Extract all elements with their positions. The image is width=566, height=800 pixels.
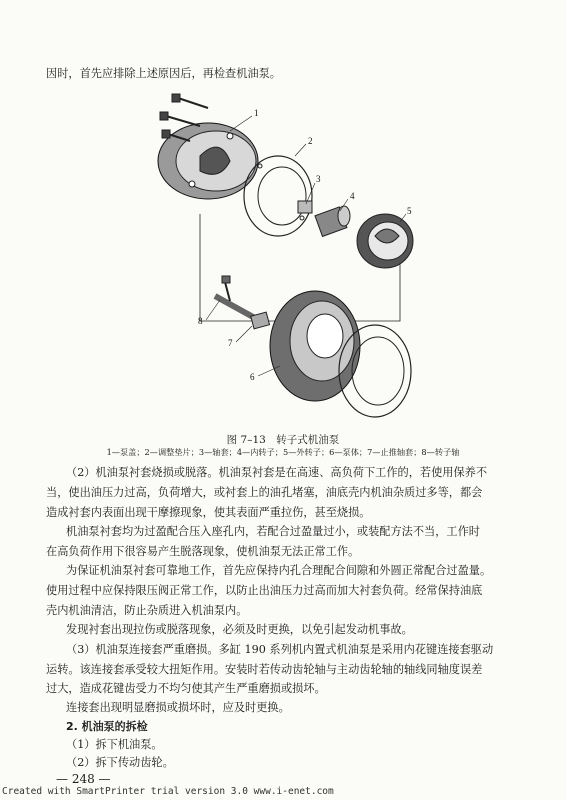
callout-3: 3 [316,174,321,184]
paragraph-line: 造成衬套内表面出现干摩擦现象，使其表面严重拉伤，甚至烧损。 [46,506,371,519]
paragraph-line: 在高负荷作用下很容易产生脱落现象，使机油泵无法正常工作。 [46,545,360,558]
step-item: （2）拆下传动齿轮。 [66,756,174,769]
callout-6: 6 [250,372,255,382]
paragraph-line: 连接套出现明显磨损或损坏时，应及时更换。 [66,701,290,714]
pump-body-part [270,291,360,401]
section-heading: 2. 机油泵的拆检 [66,720,148,733]
pump-cover-part [158,123,258,199]
figure-legend: 1—泵盖；2—调整垫片；3—轴套；4—内转子；5—外转子；6—泵体；7—止推轴套；8—转子轴 [106,447,460,457]
callout-4: 4 [350,191,355,201]
top-text: 因时，首先应排除上述原因后，再检查机油泵。 [46,67,281,80]
paragraph-line: 使用过程中应保持限压阀正常工作，以防止出油压力过高而加大衬套负荷。经常保持油底 [46,584,483,597]
trial-watermark-footer: Created with SmartPrinter trial version 3.0 www.i-enet.com [2,786,334,797]
paragraph-line: 为保证机油泵衬套可靠地工作，首先应保持内孔合理配合间隙和外圆正常配合过盈量。 [66,564,492,577]
paragraph-line: 过大，造成花键齿受力不均匀使其产生严重磨损或损坏。 [46,682,326,695]
paragraph-line: 当，使出油压力过高，负荷增大，或衬套上的油孔堵塞，油底壳内机油杂质过多等，都会 [46,486,483,499]
paragraph-line: 发现衬套出现拉伤或脱落现象，必须及时更换，以免引起发动机事故。 [66,623,413,636]
paragraph-line: （2）机油泵衬套烧损或脱落。机油泵衬套是在高速、高负荷下工作的，若使用保养不 [66,466,488,479]
exploded-view-figure [130,86,430,431]
paragraph-line: 运转。该连接套承受较大扭矩作用。安装时若传动齿轮轴与主动齿轮轴的轴线同轴度误差 [46,663,483,676]
outer-rotor-part [357,214,413,268]
paragraph-line: 壳内机油清洁，防止杂质进入机油泵内。 [46,604,248,617]
gasket-part [244,156,312,236]
callout-5: 5 [407,206,412,216]
rotor-oil-pump-exploded-drawing [130,86,430,431]
callout-7: 7 [228,338,233,348]
paragraph-line: 机油泵衬套均为过盈配合压入座孔内，若配合过盈量过小，或装配方法不当，工作时 [66,525,480,538]
callout-8: 8 [198,316,203,326]
bushing-part [298,201,312,213]
page-number: — 248 — [56,772,111,786]
figure-caption: 图 7–13 转子式机油泵 [226,434,340,446]
rotor-shaft-part [215,276,255,318]
callout-1: 1 [254,108,259,118]
inner-rotor-part [315,206,350,236]
step-item: （1）拆下机油泵。 [66,738,163,751]
callout-2: 2 [308,136,313,146]
paragraph-line: （3）机油泵连接套严重磨损。多缸 190 系列机内置式机油泵是采用内花键连接套驱动 [66,643,494,656]
